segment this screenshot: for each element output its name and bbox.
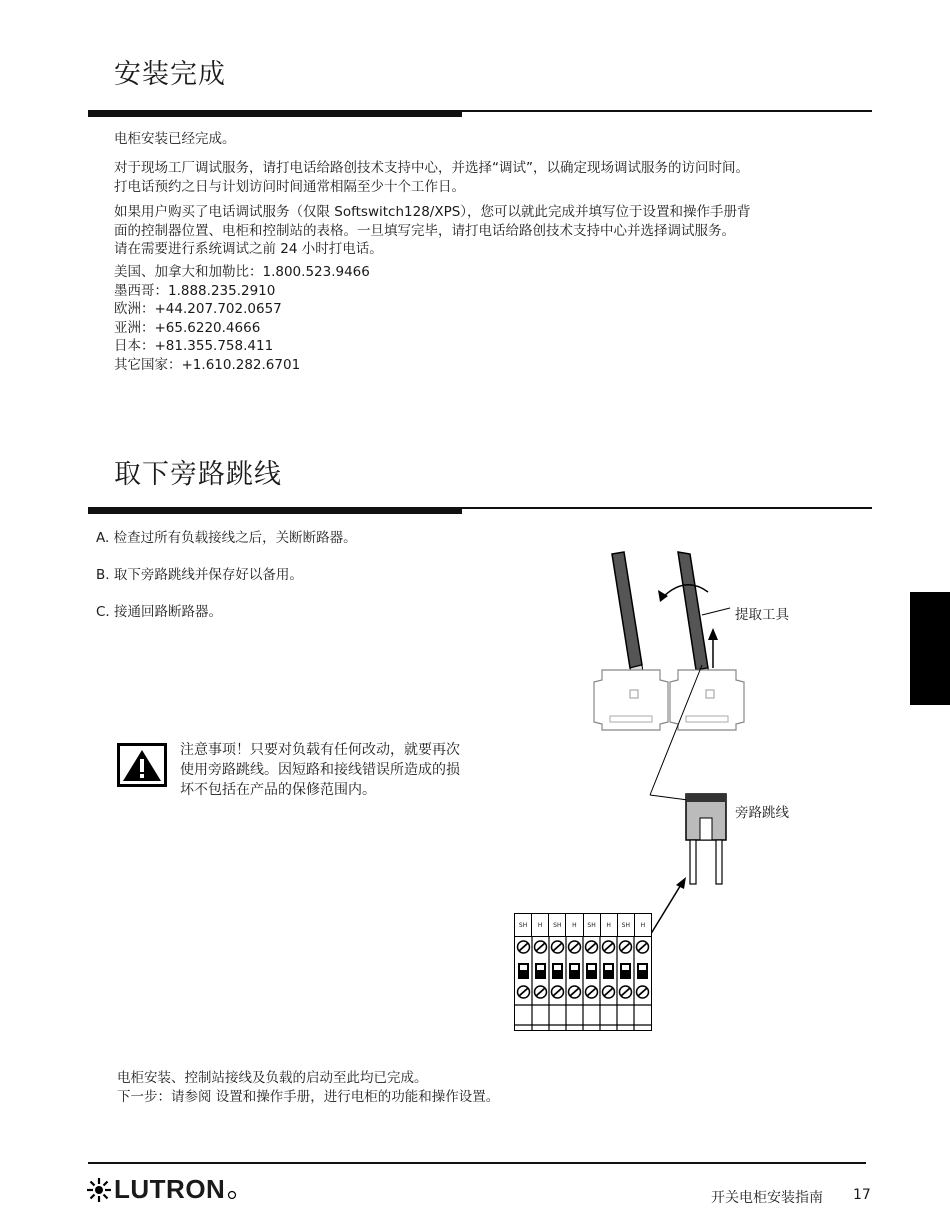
terminal-label: H bbox=[532, 914, 549, 936]
contact-item: 墨西哥：1.888.235.2910 bbox=[114, 282, 276, 299]
contact-item: 日本：+81.355.758.411 bbox=[114, 338, 274, 354]
paragraph-line: 面的控制器位置、电柜和控制站的表格。一旦填写完毕，请打电话给路创技术支持中心并选择调试服务。 bbox=[114, 222, 735, 239]
warning-text bbox=[180, 740, 460, 800]
commissioning-paragraph bbox=[114, 159, 749, 196]
contact-item: 美国、加拿大和加勒比：1.800.523.9466 bbox=[114, 264, 370, 280]
terminal-strip bbox=[514, 913, 652, 1031]
phone-commissioning-paragraph bbox=[114, 203, 751, 259]
contact-item: 欧洲：+44.207.702.0657 bbox=[114, 301, 282, 317]
section1-rule-bar bbox=[88, 110, 462, 117]
terminal-label: SH bbox=[584, 914, 601, 936]
registered-mark-icon bbox=[227, 1190, 237, 1200]
warning-line: 坏不包括在产品的保修范围内。 bbox=[180, 782, 376, 798]
chapter-tab bbox=[910, 592, 950, 705]
contact-item: 其它国家：+1.610.282.6701 bbox=[114, 356, 301, 373]
section2-rule-bar bbox=[88, 507, 462, 514]
warning-line: 注意事项！只要对负载有任何改动，就要再次 bbox=[180, 742, 460, 758]
closing-line: 下一步：请参阅 设置和操作手册，进行电柜的功能和操作设置。 bbox=[117, 1088, 500, 1105]
terminal-label: H bbox=[566, 914, 583, 936]
contact-list bbox=[114, 263, 370, 374]
paragraph-line: 请在需要进行系统调试之前 24 小时打电话。 bbox=[114, 241, 383, 257]
closing-text bbox=[117, 1069, 499, 1106]
paragraph-line: 如果用户购买了电话调试服务（仅限 Softswitch128/XPS），您可以就此完成并填写位于设置和操作手册背 bbox=[114, 204, 751, 220]
lutron-sun-icon bbox=[86, 1177, 112, 1203]
paragraph-line: 打电话预约之日与计划访问时间通常相隔至少十个工作日。 bbox=[114, 178, 465, 195]
terminal-label: SH bbox=[549, 914, 566, 936]
warning-icon bbox=[116, 742, 168, 788]
section1-intro: 电柜安装已经完成。 bbox=[114, 131, 236, 147]
step-b: B. 取下旁路跳线并保存好以备用。 bbox=[96, 567, 303, 583]
terminal-label: H bbox=[640, 921, 646, 929]
section2-title: 取下旁路跳线 bbox=[114, 459, 282, 490]
section1-title: 安装完成 bbox=[114, 59, 226, 90]
jumper-label: 旁路跳线 bbox=[735, 805, 789, 821]
tool-label: 提取工具 bbox=[735, 607, 789, 623]
terminal-label: H bbox=[601, 914, 618, 936]
step-c: C. 接通回路断路器。 bbox=[96, 604, 223, 620]
step-a: A. 检查过所有负载接线之后，关断断路器。 bbox=[96, 530, 357, 546]
jumper-leader-line bbox=[640, 660, 710, 805]
footer-doc-title: 开关电柜安装指南 bbox=[711, 1190, 823, 1206]
terminal-label-row bbox=[515, 914, 651, 937]
footer-rule bbox=[88, 1162, 866, 1164]
page-number: 17 bbox=[853, 1187, 871, 1203]
warning-line: 使用旁路跳线。因短路和接线错误所造成的损 bbox=[180, 762, 460, 778]
terminal-label: SH bbox=[515, 914, 532, 936]
contact-item: 亚洲：+65.6220.4666 bbox=[114, 319, 261, 336]
terminal-label: SH bbox=[618, 914, 635, 936]
closing-line: 电柜安装、控制站接线及负载的启动至此均已完成。 bbox=[117, 1070, 428, 1086]
paragraph-line: 对于现场工厂调试服务，请打电话给路创技术支持中心，并选择“调试”，以确定现场调试服务的访问时间。 bbox=[114, 160, 749, 176]
lutron-logo bbox=[86, 1174, 237, 1205]
bypass-jumper-illustration bbox=[682, 788, 732, 888]
lutron-wordmark: LUTRON bbox=[114, 1174, 226, 1204]
terminal-screws bbox=[515, 937, 651, 1031]
